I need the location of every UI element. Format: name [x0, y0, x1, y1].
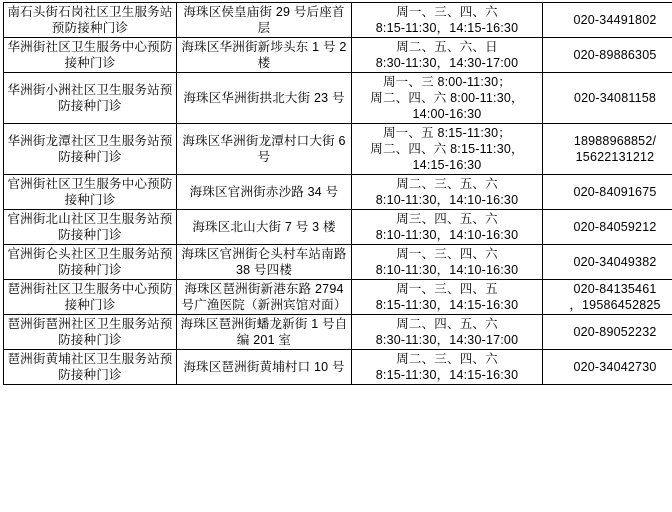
table-row — [4, 210, 672, 245]
clinic-name-cell — [4, 210, 177, 245]
clinic-address-text: 海珠区琶洲街黄埔村口 10 号 — [183, 360, 345, 374]
clinic-address-text: 海珠区琶洲街新港东路 2794 号广渔医院（新洲宾馆对面） — [181, 282, 347, 312]
clinic-hours-line: 周一、三 8:00-11:30； — [382, 75, 512, 89]
clinic-phone-cell — [543, 245, 672, 280]
clinic-address-text: 海珠区琶洲街蟠龙新街 1 号自编 201 室 — [180, 317, 348, 347]
clinic-hours-line: 周三、四、五、六 — [396, 212, 498, 226]
clinic-hours-line: 8:15-11:30，14:15-16:30 — [375, 21, 519, 35]
clinic-hours-line: 周二、四、五、六 — [396, 317, 498, 331]
clinic-phone-cell — [543, 124, 672, 175]
clinic-phone-cell — [543, 3, 672, 38]
clinic-phone-line: 020-89052232 — [573, 325, 657, 339]
table-row — [4, 315, 672, 350]
clinic-address-text: 海珠区北山大街 7 号 3 楼 — [192, 220, 336, 234]
clinic-address-text: 海珠区官洲街赤沙路 34 号 — [189, 185, 339, 199]
table-row — [4, 38, 672, 73]
clinic-phone-line: 020-34049382 — [573, 255, 657, 269]
clinic-hours-line: 周二、四、六 8:00-11:30， — [370, 91, 524, 105]
clinic-name-cell — [4, 280, 177, 315]
clinic-hours-cell — [352, 245, 543, 280]
clinic-name-text: 琶洲街黄埔社区卫生服务站预防接种门诊 — [7, 352, 173, 382]
clinic-phone-cell — [543, 315, 672, 350]
clinic-phone-line: 020-84059212 — [573, 220, 657, 234]
clinic-name-cell — [4, 315, 177, 350]
clinic-name-text: 华洲街社区卫生服务中心预防接种门诊 — [7, 40, 173, 70]
clinic-hours-line: 周一、三、四、六 — [396, 5, 498, 19]
clinic-phone-cell — [543, 38, 672, 73]
clinic-hours-line: 14:15-16:30 — [412, 158, 482, 172]
clinic-address-cell — [177, 124, 352, 175]
clinic-hours-line: 8:15-11:30，14:15-16:30 — [375, 298, 519, 312]
clinic-name-cell — [4, 124, 177, 175]
clinic-phone-line: 020-84091675 — [573, 185, 657, 199]
clinic-hours-line: 周二、四、六 8:15-11:30， — [370, 142, 524, 156]
clinic-address-text: 海珠区华洲街拱北大街 23 号 — [183, 91, 345, 105]
clinic-hours-cell — [352, 124, 543, 175]
clinic-hours-cell — [352, 350, 543, 385]
clinic-phone-line: 020-34081158 — [573, 91, 657, 105]
clinic-name-text: 华洲街龙潭社区卫生服务站预防接种门诊 — [7, 134, 173, 164]
clinic-name-text: 琶洲街琶洲社区卫生服务站预防接种门诊 — [7, 317, 173, 347]
table-body — [4, 3, 672, 385]
clinic-name-cell — [4, 245, 177, 280]
clinic-phone-line: 020-34491802 — [573, 13, 657, 27]
clinic-address-text: 海珠区官洲街仑头村车站南路 38 号四楼 — [181, 247, 347, 277]
clinic-phone-cell — [543, 175, 672, 210]
clinic-hours-line: 8:10-11:30，14:10-16:30 — [375, 228, 519, 242]
clinic-address-cell — [177, 350, 352, 385]
table-row — [4, 280, 672, 315]
clinic-schedule-table — [3, 2, 672, 385]
clinic-phone-line: 18988968852/ — [573, 134, 657, 148]
clinic-address-text: 海珠区侯皇庙街 29 号后座首层 — [183, 5, 345, 35]
clinic-phone-cell — [543, 280, 672, 315]
clinic-hours-cell — [352, 210, 543, 245]
clinic-name-text: 官洲街仑头社区卫生服务站预防接种门诊 — [7, 247, 173, 277]
clinic-phone-line: 020-34042730 — [573, 360, 657, 374]
clinic-hours-line: 8:30-11:30，14:30-17:00 — [375, 333, 519, 347]
clinic-address-cell — [177, 245, 352, 280]
clinic-hours-line: 周二、三、四、六 — [396, 352, 498, 366]
clinic-hours-cell — [352, 175, 543, 210]
clinic-address-cell — [177, 210, 352, 245]
clinic-address-cell — [177, 280, 352, 315]
clinic-address-cell — [177, 38, 352, 73]
clinic-address-cell — [177, 175, 352, 210]
table-row — [4, 124, 672, 175]
clinic-hours-cell — [352, 315, 543, 350]
clinic-phone-line: 020-84135461 — [573, 282, 657, 296]
clinic-phone-line: ，19586452825 — [569, 298, 661, 312]
clinic-name-cell — [4, 3, 177, 38]
table-row — [4, 3, 672, 38]
clinic-address-cell — [177, 3, 352, 38]
clinic-phone-cell — [543, 350, 672, 385]
clinic-name-cell — [4, 175, 177, 210]
clinic-phone-line: 020-89886305 — [573, 48, 657, 62]
clinic-hours-cell — [352, 3, 543, 38]
table-row — [4, 350, 672, 385]
clinic-name-text: 官洲街北山社区卫生服务站预防接种门诊 — [7, 212, 173, 242]
table-row — [4, 245, 672, 280]
clinic-hours-line: 周一、五 8:15-11:30； — [382, 126, 512, 140]
clinic-name-text: 华洲街小洲社区卫生服务站预防接种门诊 — [7, 83, 173, 113]
clinic-name-text: 南石头街石岗社区卫生服务站预防接种门诊 — [7, 5, 173, 35]
clinic-hours-cell — [352, 280, 543, 315]
clinic-hours-line: 14:00-16:30 — [412, 107, 482, 121]
clinic-hours-cell — [352, 38, 543, 73]
clinic-address-cell — [177, 315, 352, 350]
clinic-phone-cell — [543, 210, 672, 245]
clinic-hours-cell — [352, 73, 543, 124]
clinic-hours-line: 周一、三、四、五 — [396, 282, 498, 296]
table-row — [4, 175, 672, 210]
clinic-hours-line: 周二、五、六、日 — [396, 40, 498, 54]
clinic-address-cell — [177, 73, 352, 124]
clinic-hours-line: 8:30-11:30，14:30-17:00 — [375, 56, 519, 70]
clinic-hours-line: 8:10-11:30，14:10-16:30 — [375, 193, 519, 207]
table-row — [4, 73, 672, 124]
clinic-name-text: 琶洲街社区卫生服务中心预防接种门诊 — [7, 282, 173, 312]
clinic-hours-line: 周一、三、四、六 — [396, 247, 498, 261]
clinic-hours-line: 周二、三、五、六 — [396, 177, 498, 191]
clinic-phone-line: 15622131212 — [575, 150, 655, 164]
clinic-address-text: 海珠区华洲街龙潭村口大街 6 号 — [182, 134, 346, 164]
clinic-name-cell — [4, 38, 177, 73]
clinic-hours-line: 8:10-11:30，14:10-16:30 — [375, 263, 519, 277]
clinic-address-text: 海珠区华洲街新埗头东 1 号 2 楼 — [181, 40, 347, 70]
clinic-hours-line: 8:15-11:30，14:15-16:30 — [375, 368, 519, 382]
clinic-name-cell — [4, 350, 177, 385]
clinic-name-text: 官洲街社区卫生服务中心预防接种门诊 — [7, 177, 173, 207]
clinic-name-cell — [4, 73, 177, 124]
clinic-phone-cell — [543, 73, 672, 124]
